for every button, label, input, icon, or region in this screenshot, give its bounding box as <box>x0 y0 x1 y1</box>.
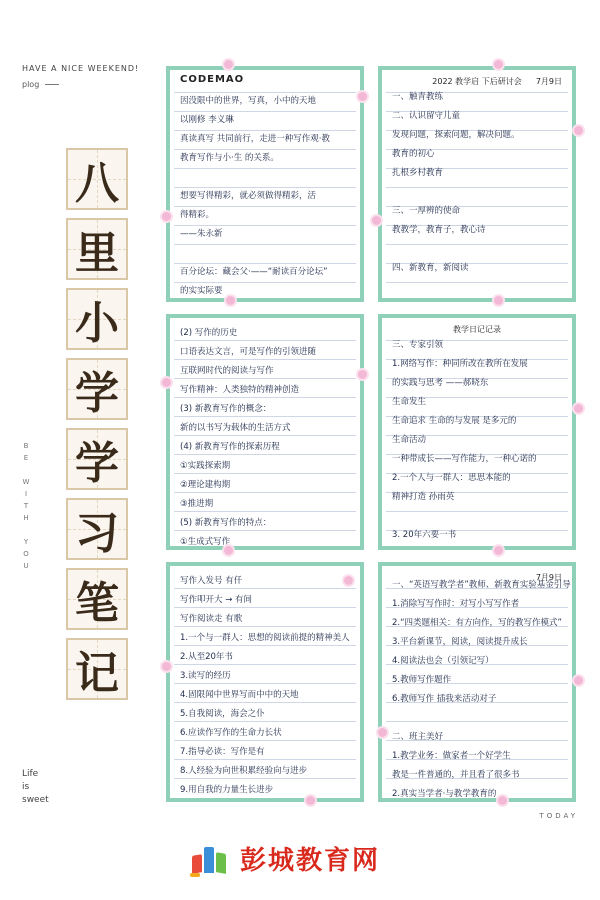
header-dash <box>45 84 59 85</box>
note-line: 写作阅读走 有歌 <box>180 614 243 624</box>
note-line: 一种带成长——写作能力，一种心诺的 <box>392 454 537 464</box>
note-text <box>180 572 352 802</box>
note-line <box>392 278 564 297</box>
note-line: ①生成式写作 <box>180 537 231 547</box>
title-char-box <box>66 638 128 700</box>
flower-decoration <box>494 296 503 305</box>
title-char-box <box>66 148 128 210</box>
note-line: 二、班主美好 <box>392 732 444 742</box>
note-line: 5.教师写作题作 <box>392 675 452 685</box>
note-line: ③推进期 <box>180 499 214 509</box>
note-text <box>392 576 571 802</box>
flower-decoration <box>372 216 381 225</box>
vertical-letter: Y <box>23 538 31 546</box>
flower-decoration <box>574 126 583 135</box>
vertical-letter: I <box>24 490 30 498</box>
note-line: (5) 新教育写作的特点： <box>180 518 272 528</box>
note-line <box>392 507 564 526</box>
note-line: 6.教师写作 插我来活动对子 <box>392 694 497 704</box>
note-line: 7.指导必读：写作是有 <box>180 747 265 757</box>
note-line: 9.用自我的力量生长进步 <box>180 785 274 795</box>
note-line: ——朱永新 <box>180 229 223 239</box>
note-line: 互联网时代的阅读与写作 <box>180 366 274 376</box>
note-line: ②理论建构期 <box>180 480 231 490</box>
vertical-letter: H <box>23 514 31 522</box>
note-line: ①实践探索期 <box>180 461 231 471</box>
note-photo-2 <box>378 66 576 302</box>
header-line1: HAVE A NICE WEEKEND! <box>22 64 140 73</box>
note-line <box>392 183 564 202</box>
note-photo-4 <box>378 314 576 550</box>
note-line <box>180 168 352 187</box>
note-line: 2.真实当学者·与教学教育的 <box>392 789 497 799</box>
vertical-letter: T <box>23 502 31 510</box>
note-line <box>180 244 352 263</box>
flower-decoration <box>574 676 583 685</box>
life-line: Life <box>22 769 39 779</box>
note-line: (4) 新教育写作的探索历程 <box>180 442 280 452</box>
note-line: 三、专家引领 <box>392 340 444 350</box>
title-char: 学 <box>75 438 119 489</box>
note-line: 生命发生 <box>392 397 427 407</box>
plog-label: plog <box>22 80 40 89</box>
note-text <box>180 92 352 302</box>
note-head: 2022 教学启 下后研讨会 <box>432 77 522 86</box>
flower-decoration <box>494 546 503 555</box>
flower-decoration <box>226 296 235 305</box>
note-line: 因没限中的世界，写真，小中的天地 <box>180 96 317 106</box>
flower-decoration <box>378 728 387 737</box>
book-logo-icon <box>190 841 230 877</box>
note-line: 3. 20年六要一书 <box>392 530 457 540</box>
note-line: 教教学，教育子，教心诗 <box>392 225 486 235</box>
note-text <box>392 88 564 302</box>
flower-decoration <box>162 378 171 387</box>
note-line: 扎根乡村教育 <box>392 168 444 178</box>
title-char: 学 <box>75 368 119 419</box>
note-line: 1.教学业务：做家者一个好学生 <box>392 751 511 761</box>
note-line: 一、“英语写教学者”教师、新教育实验基金引导 <box>392 580 571 590</box>
note-line: (3) 新教育写作的概念： <box>180 404 272 414</box>
note-photo-5 <box>166 562 364 802</box>
note-line: 3.读写的经历 <box>180 671 231 681</box>
vertical-letter: W <box>22 478 32 486</box>
note-line: 四、新教育，新阅读 <box>392 263 469 273</box>
title-char-box <box>66 568 128 630</box>
note-photo-6 <box>378 562 576 802</box>
life-line: is <box>22 782 30 792</box>
note-line: 4.阅读法也会（引领记写） <box>392 656 494 666</box>
flower-decoration <box>358 370 367 379</box>
note-head: 教学日记记录 <box>453 325 501 334</box>
note-date: 7月9日 <box>535 573 562 582</box>
note-line: 百分论坛：藏会父·——“耐读百分论坛” <box>180 267 328 277</box>
note-line: 8.人经验为向世积累经验向与进步 <box>180 766 308 776</box>
title-char-box <box>66 498 128 560</box>
note-line: 生命活动 <box>392 435 427 445</box>
note-line: 生命追求 生命的与发展 是多元的 <box>392 416 517 426</box>
vertical-letter: O <box>23 550 31 558</box>
flower-decoration <box>344 576 353 585</box>
note-line: 的实践与思考 ——郝晓东 <box>392 378 489 388</box>
note-line: 想要写得精彩，就必须做得精彩，活 <box>180 191 317 201</box>
flower-decoration <box>498 796 507 805</box>
note-line: (2) 写作的历史 <box>180 328 238 338</box>
logo-text: 彭城教育网 <box>240 846 381 876</box>
flower-decoration <box>162 662 171 671</box>
note-line: 5.自我阅读，海会之仆 <box>180 709 265 719</box>
flower-decoration <box>574 404 583 413</box>
flower-decoration <box>494 60 503 69</box>
note-photo-1 <box>166 66 364 302</box>
title-char: 八 <box>75 158 119 209</box>
note-photo-3 <box>166 314 364 550</box>
note-line: 1.网络写作：种同所改在教所在发展 <box>392 359 528 369</box>
title-char-box <box>66 358 128 420</box>
title-char-box <box>66 288 128 350</box>
note-line: 一、触青教练 <box>392 92 444 102</box>
note-line <box>180 301 352 302</box>
today-label: TODAY <box>539 812 578 820</box>
note-line: 以刚修 李义琳 <box>180 115 234 125</box>
title-char: 记 <box>75 648 119 699</box>
vertical-letter <box>22 464 32 476</box>
title-char: 小 <box>75 298 119 349</box>
note-date: 7月9日 <box>535 77 562 86</box>
note-text <box>180 324 352 550</box>
note-line: 的实实际要 <box>180 286 223 296</box>
note-line: 2.“四类题相关：有方向作，写的教写作模式” <box>392 618 562 628</box>
note-line: 真读真写 共同前行，走进一种写作观·教 <box>180 134 330 144</box>
title-char: 里 <box>75 228 119 279</box>
vertical-letter <box>22 524 32 536</box>
note-brand: CODEMAO <box>180 74 245 85</box>
note-line <box>392 240 564 259</box>
note-line: 4.固限闻中世界写而中中的天地 <box>180 690 299 700</box>
note-line <box>392 709 564 728</box>
note-line: 得精彩。 <box>180 210 215 220</box>
note-line: 3.平台新课节，阅读，阅读提升成长 <box>392 637 528 647</box>
life-is-sweet <box>22 768 49 807</box>
note-line: 发现问题，探索问题，解决问题。 <box>392 130 520 140</box>
title-char-box <box>66 218 128 280</box>
title-char: 习 <box>75 508 119 559</box>
flower-decoration <box>306 796 315 805</box>
header-line2 <box>22 80 59 89</box>
note-line <box>392 297 564 302</box>
flower-decoration <box>224 546 233 555</box>
note-line: 三、一厚辨的使命 <box>392 206 461 216</box>
title-char: 笔 <box>75 578 119 629</box>
note-line: 2.从至20年书 <box>180 652 233 662</box>
flower-decoration <box>358 92 367 101</box>
title-char-box <box>66 428 128 490</box>
note-line: 教育的初心 <box>392 149 435 159</box>
vertical-letter: E <box>23 454 31 462</box>
note-line: 教育写作与小·生 的关系。 <box>180 153 279 163</box>
life-line: sweet <box>22 795 49 805</box>
flower-decoration <box>224 60 233 69</box>
note-line: 口语表达文言，可是写作的引领进随 <box>180 347 317 357</box>
note-line: 6.应读作写作的生命力长状 <box>180 728 282 738</box>
note-text <box>392 336 564 550</box>
note-line: 1.消除写写作时：对写小写写作者 <box>392 599 520 609</box>
note-line: 1.一个与一群人：思想的阅读前提的精神美人 <box>180 633 350 643</box>
note-line: 写作叩开大 → 有间 <box>180 595 253 605</box>
be-with-you-vertical <box>22 440 32 572</box>
flower-decoration <box>162 212 171 221</box>
note-line: 新的以书写为载体的生活方式 <box>180 423 291 433</box>
vertical-letter: B <box>23 442 31 450</box>
note-line: 写作精神：人类独特的精神创造 <box>180 385 300 395</box>
note-line: 写作入发号 有仟 <box>180 576 243 586</box>
site-logo[interactable] <box>190 840 380 877</box>
note-line: 2.一个人与一群人：思思本能的 <box>392 473 511 483</box>
vertical-letter: U <box>23 562 31 570</box>
note-line <box>392 545 564 550</box>
note-line: 二、认识留守儿童 <box>392 111 461 121</box>
title-column <box>66 148 130 708</box>
note-line: 教是一件普通的，并且看了很多书 <box>392 770 520 780</box>
note-line: 精神打造 孙雨英 <box>392 492 455 502</box>
note-line <box>180 800 352 802</box>
